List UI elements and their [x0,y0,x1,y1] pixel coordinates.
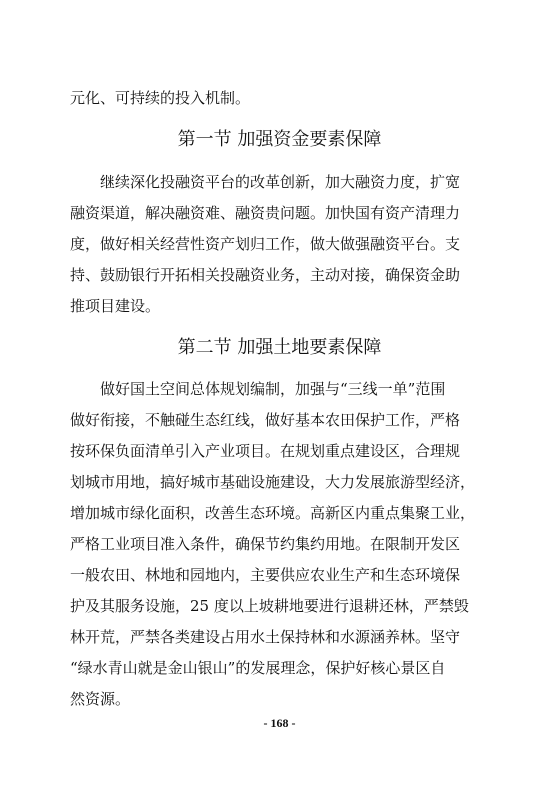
paragraph-line: “绿水青山就是金山银山”的发展理念，保护好核心景区自 [70,659,446,677]
paragraph-line: 做好国土空间总体规划编制，加强与“三线一单”范围 [100,380,446,398]
intro-line: 元化、可持续的投入机制。 [70,89,251,107]
page-number: - 168 - [263,716,296,730]
paragraph-line: 推项目建设。 [70,297,161,315]
paragraph-line: 按环保负面清单引入产业项目。在规划重点建设区，合理规 [70,442,461,460]
paragraph-line: 护及其服务设施，25 度以上坡耕地要进行退耕还林，严禁毁 [70,597,469,615]
paragraph-line: 做好衔接，不触碰生态红线，做好基本农田保护工作，严格 [70,411,461,429]
paragraph-line: 林开荒，严禁各类建设占用水土保持林和水源涵养林。坚守 [70,628,461,646]
paragraph-line: 一般农田、林地和园地内，主要供应农业生产和生态环境保 [70,566,461,584]
paragraph-line: 严格工业项目准入条件，确保节约集约用地。在限制开发区 [70,535,461,553]
paragraph-line: 持、鼓励银行开拓相关投融资业务，主动对接，确保资金助 [70,266,461,284]
paragraph-line: 然资源。 [70,690,131,708]
paragraph-line: 继续深化投融资平台的改革创新，加大融资力度，扩宽 [100,173,461,191]
paragraph-line: 划城市用地，搞好城市基础设施建设，大力发展旅游型经济， [70,473,476,491]
paragraph-line: 融资渠道，解决融资难、融资贵问题。加快国有资产清理力 [70,204,461,222]
section-heading-2: 第二节 加强土地要素保障 [177,337,382,358]
section-heading-1: 第一节 加强资金要素保障 [177,129,382,150]
paragraph-line: 度，做好相关经营性资产划归工作，做大做强融资平台。支 [70,235,461,253]
paragraph-line: 增加城市绿化面积，改善生态环境。高新区内重点集聚工业， [70,504,476,522]
